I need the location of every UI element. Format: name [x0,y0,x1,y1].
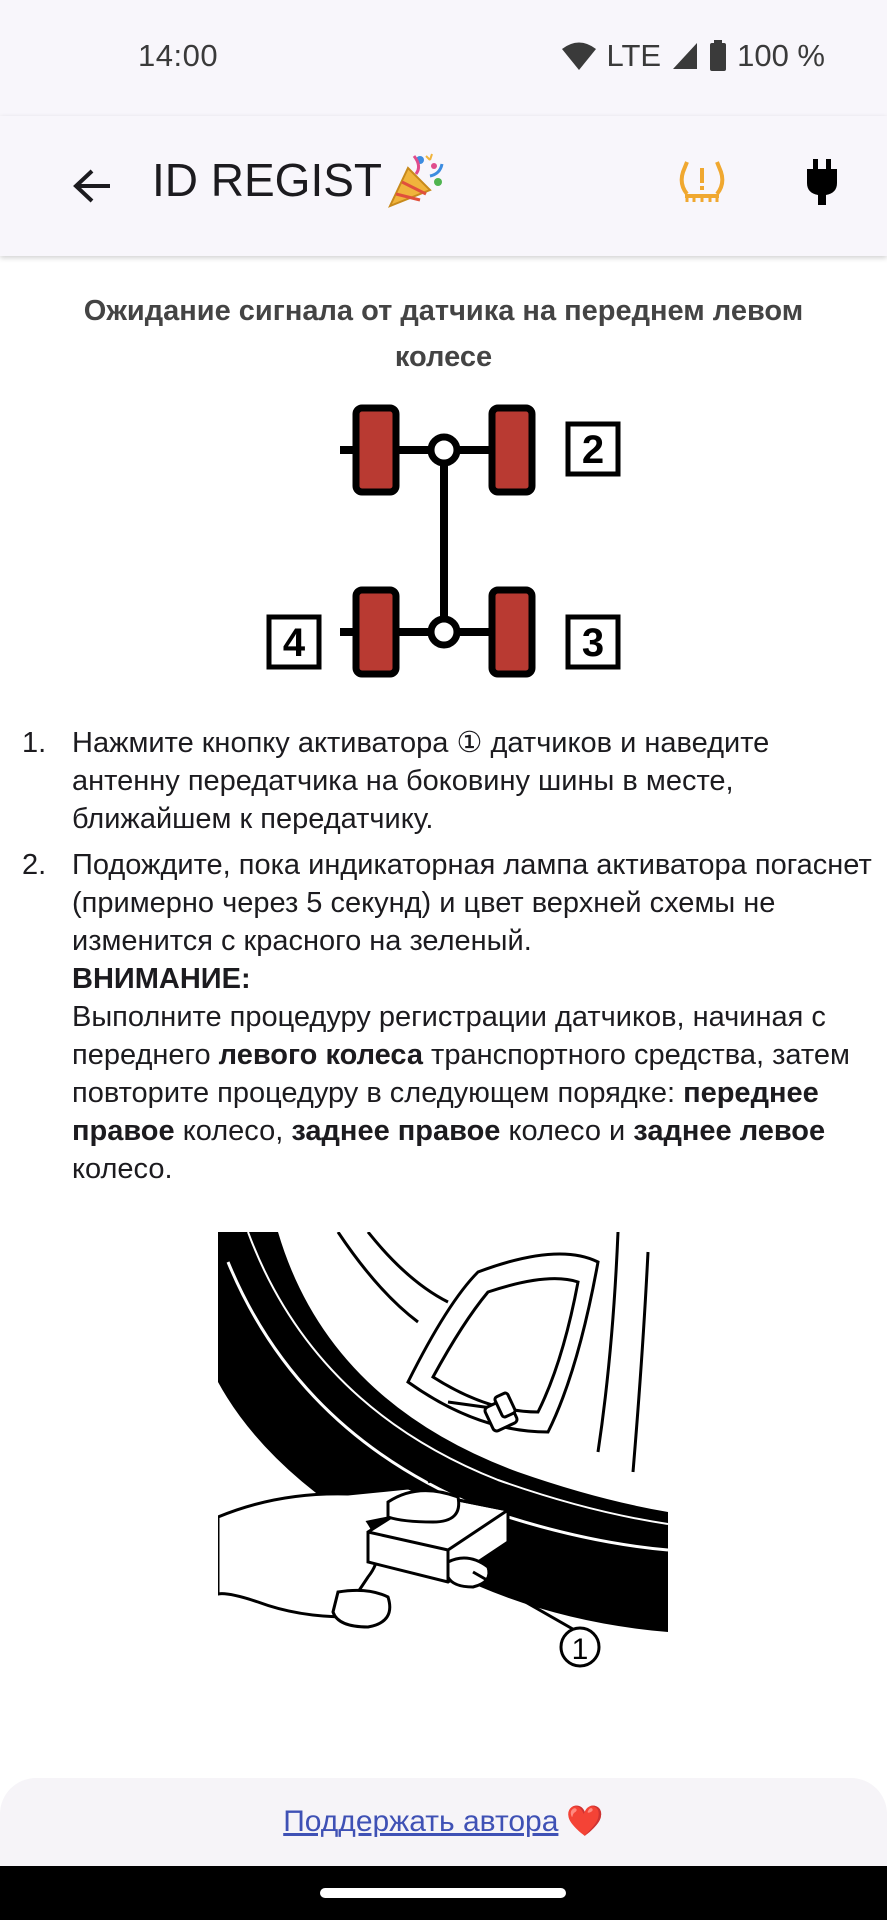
attention-bold: левого колеса [218,1039,423,1071]
wheel-front-right [492,408,532,492]
battery-level: 100 % [737,38,825,73]
rear-hub [431,619,457,645]
page-title [152,152,446,208]
list-number: 2. [22,849,47,881]
list-text: Нажмите кнопку активатора ① датчиков и наведите антенну передатчика на боковину шины в месте, ближайшем к передатчику. [72,727,770,835]
navigation-bar [0,1866,887,1920]
home-handle[interactable] [320,1888,566,1898]
list-text: Подождите, пока индикаторная лампа активатора погаснет (примерно через 5 секунд) и цвет верхней схемы не изменится с красного на зеленый. [72,849,872,957]
connect-button[interactable] [792,152,852,212]
list-item [22,724,877,838]
support-author-link[interactable]: Поддержать автора [283,1805,559,1838]
app-bar [0,116,887,256]
waiting-heading: Ожидание сигнала от датчика на переднем левом колесе [83,295,804,373]
wheel-rear-left [356,590,396,674]
attention-text: транспортного средства, затем повторите процедуру в следующем порядке: [72,1039,850,1109]
attention-text: колесо, [182,1115,284,1147]
callout-number: 1 [571,1633,589,1666]
front-hub [431,437,457,463]
attention-label: ВНИМАНИЕ: [72,963,251,995]
tpms-warning-icon [677,158,727,206]
attention-text: колесо. [72,1153,173,1185]
list-item [22,846,877,1188]
label-rear-left: 4 [282,621,306,665]
back-button[interactable] [62,156,122,216]
label-front-right: 2 [581,428,605,472]
status-time: 14:00 [138,38,219,73]
network-type: LTE [606,38,662,73]
wheel-diagram [260,400,630,680]
tpms-button[interactable] [672,152,732,212]
attention-text: Выполните процедуру регистрации датчиков, начиная с переднего [72,1001,826,1071]
list-number: 1. [22,727,47,759]
page-title-text: ID REGIST [152,154,383,206]
plug-icon [804,159,840,205]
label-rear-right: 3 [581,621,605,665]
heart-icon: ❤️ [566,1805,604,1838]
wheel-front-left [356,408,396,492]
instructions-list [22,724,877,1196]
wifi-icon [561,41,597,71]
wheel-rear-right [492,590,532,674]
support-link-row [0,1804,887,1839]
party-popper-icon [386,152,446,208]
signal-icon [671,41,699,71]
list-text-block [72,846,877,1188]
activator-illustration [218,1232,668,1682]
status-indicators [561,38,825,74]
attention-bold: заднее левое [633,1115,826,1147]
attention-text: колесо и [508,1115,626,1147]
arrow-left-icon [72,168,112,204]
status-bar [0,0,887,116]
attention-bold: переднее правое [72,1077,819,1147]
footer [0,1778,887,1868]
battery-icon [709,40,727,72]
attention-bold: заднее правое [291,1115,501,1147]
